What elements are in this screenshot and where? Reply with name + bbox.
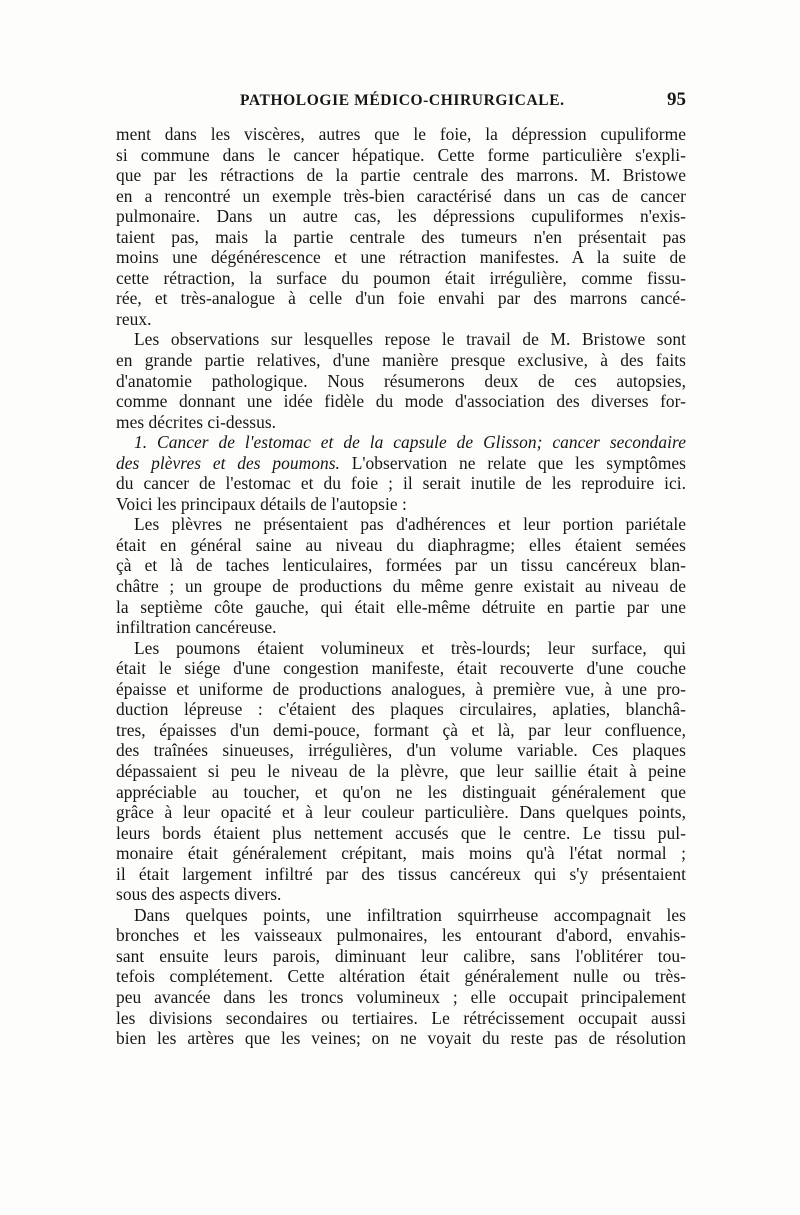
text-line: comme donnant une idée fidèle du mode d'association des diverses for- [116,391,686,412]
text-line: monaire était généralement crépitant, mais moins qu'à l'état normal ; [116,843,686,864]
text-line: Voici les principaux détails de l'autopsie : [116,493,407,514]
text-line: il était largement infiltré par des tissus cancéreux qui s'y présentaient [116,863,686,884]
text-line: les divisions secondaires ou tertiaires. Le rétrécissement occupait aussi [116,1007,686,1028]
text-line: taient pas, mais la partie centrale des tumeurs n'en présentait pas [116,226,686,247]
text-line-italic: 1. Cancer de l'estomac et de la capsule de Glisson; cancer secondaire [134,432,686,453]
text-line: était en général saine au niveau du diaphragme; elles étaient semées [116,534,686,555]
text-line: sant ensuite leurs parois, diminuant leur calibre, sans l'oblitérer tou- [116,945,686,966]
text-line: d'anatomie pathologique. Nous résumerons deux de ces autopsies, [116,370,686,391]
text-line: si commune dans le cancer hépatique. Cette forme particulière s'expli- [116,144,686,165]
text-line: en grande partie relatives, d'une manière presque exclusive, à des faits [116,350,686,371]
text-line: du cancer de l'estomac et du foie ; il serait inutile de les reproduire ici. [116,473,686,494]
text-line: Dans quelques points, une infiltration squirrheuse accompagnait les [134,904,686,925]
text-line: ment dans les viscères, autres que le foie, la dépression cupuliforme [116,124,686,144]
running-title: PATHOLOGIE MÉDICO-CHIRURGICALE. [240,92,565,109]
page-header [116,89,686,116]
text-line [116,453,686,474]
text-line: leurs bords étaient plus nettement accusés que le centre. Le tissu pul- [116,822,686,843]
text-line: Les observations sur lesquelles repose le travail de M. Bristowe sont [134,329,686,350]
text-line: infiltration cancéreuse. [116,617,277,638]
text-line: châtre ; un groupe de productions du même genre existait au niveau de [116,576,686,597]
text-line: que par les rétractions de la partie centrale des marrons. M. Bristowe [116,165,686,186]
text-line: rée, et très-analogue à celle d'un foie envahi par des marrons cancé- [116,288,686,309]
text-line: pulmonaire. Dans un autre cas, les dépressions cupuliformes n'exis- [116,206,686,227]
italic-phrase: des plèvres et des poumons. [116,452,340,473]
text-line: appréciable au toucher, et qu'on ne les distinguait généralement que [116,781,686,802]
text-line: sous des aspects divers. [116,884,282,905]
body-text [116,124,686,1049]
text-line: reux. [116,308,152,329]
text-line: en a rencontré un exemple très-bien caractérisé dans un cas de cancer [116,185,686,206]
text-line: peu avancée dans les troncs volumineux ; elle occupait principalement [116,986,686,1007]
text-line: duction lépreuse : c'étaient des plaques circulaires, aplaties, blanchâ- [116,699,686,720]
text-line: tefois complétement. Cette altération était généralement nulle ou très- [116,966,686,987]
text-line: des traînées sinueuses, irrégulières, d'un volume variable. Ces plaques [116,740,686,761]
text-line: bien les artères que les veines; on ne voyait du reste pas de résolution [116,1028,686,1049]
text-fragment: L'observation ne relate que les symptômes [339,452,686,473]
text-line: çà et là de taches lenticulaires, formées par un tissu cancéreux blan- [116,555,686,576]
text-line: grâce à leur opacité et à leur couleur particulière. Dans quelques points, [116,802,686,823]
text-line: moins une dégénérescence et une rétraction manifestes. A la suite de [116,247,686,268]
page-number: 95 [667,89,686,110]
text-line: tres, épaisses d'un demi-pouce, formant çà et là, par leur confluence, [116,719,686,740]
text-line: la septième côte gauche, qui était elle-même détruite en partie par une [116,596,686,617]
text-line: Les poumons étaient volumineux et très-lourds; leur surface, qui [134,637,686,658]
text-line: était le siége d'une congestion manifeste, était recouverte d'une couche [116,658,686,679]
text-line: épaisse et uniforme de productions analogues, à première vue, à une pro- [116,678,686,699]
text-line: dépassaient si peu le niveau de la plèvre, que leur saillie était à peine [116,760,686,781]
text-line: bronches et les vaisseaux pulmonaires, les entourant d'abord, envahis- [116,925,686,946]
text-line: mes décrites ci-dessus. [116,411,277,432]
text-line: Les plèvres ne présentaient pas d'adhérences et leur portion pariétale [134,514,686,535]
text-line: cette rétraction, la surface du poumon était irrégulière, comme fissu- [116,267,686,288]
